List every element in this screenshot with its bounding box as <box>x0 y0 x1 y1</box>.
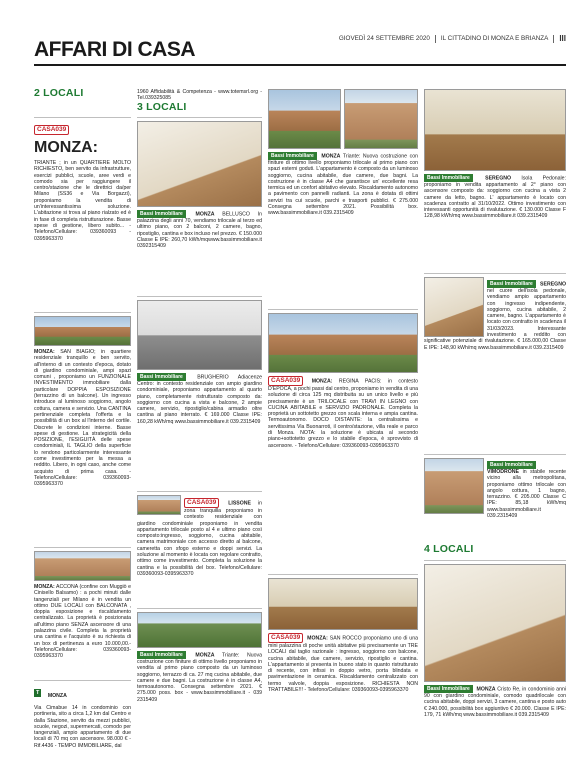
masthead <box>0 0 580 70</box>
listing-town: MONZA: <box>34 349 55 355</box>
bassi-logo: Bassi Immobiliare <box>137 373 186 381</box>
page-number: III <box>559 34 566 43</box>
listing-photo <box>137 495 181 515</box>
listing-text: REGINA PACIS: in contesto D'EPOCA, a pochi passi dal centro, proponiamo in vendita di una soluzione di circa 125 mq distribuita su un unico livello e più precisamente è un TRILOCALE con TRAVI IN LEGNO con CUCINA ABITABILE e SERVIZIO PADRONALE. Completa la proprietà un sottotetto grezzo con scala interna e ampia cantina. Termoautonomo. DOCO DISTANTE: la centralissima e servitissima Via Buonarroti, il centro/stazione, villa reale e parco di Monza. NOTA: la soluzione è ubicata al secondo piano+sottotetto grezzo e lo stabile d'epoca, è sprovvisto di ascensore. - Telefono/Cellulare: 039360093-0395963370 <box>268 378 418 449</box>
newspaper-name: IL CITTADINO DI MONZA E BRIANZA <box>440 35 549 42</box>
listing-town: MONZA <box>195 652 215 659</box>
listing-town: MONZA <box>476 686 496 693</box>
listing-photo <box>137 300 262 370</box>
listing-text: TRIANTE ; in un QUARTIERE MOLTO RICHIESTO, ben servito da infrastrutture, esercizi pubblici, scuole, aree verdi e comodo sia per raggiungere il centro/stazione che le direttrici da/per Milano (SS36 e Via Borgazzi), proponiamo la vendita di un'interessantissima soluzione. L'abitazione si trova al piano rialzato ed è in fase di completa ristrutturazione. Basse spese di gestione, libero subito... - Telefono/Cellulare: 039360093 - 0395963370 <box>34 160 131 242</box>
listing-photo <box>268 313 418 373</box>
listing-card <box>336 86 418 89</box>
listing-card <box>336 183 418 186</box>
listing-photo <box>424 564 566 682</box>
header-rule <box>34 64 566 66</box>
listing-card <box>34 312 131 544</box>
casa039-logo: CASA039 <box>34 125 69 135</box>
listing-photo <box>137 121 262 207</box>
listing-card <box>424 273 566 451</box>
bassi-logo: Bassi Immobiliare <box>137 210 186 218</box>
header-info <box>339 34 566 43</box>
listing-town: MONZA: <box>307 635 328 642</box>
listing-card <box>424 454 566 540</box>
listing-photo <box>424 277 484 337</box>
listing-town: SEREGNO <box>485 175 512 182</box>
section-heading-4-locali: 4 LOCALI <box>424 543 474 555</box>
listing-text: ACCONA (confine con Muggiò e Cinisello Balsamo) : a pochi minuti dalle tangenziali per Milano è in vendita un ottimo DUE LOCALI con BALCONATA , doppia esposizione e riscaldamento centralizzato. La proprietà è posizionata all'ultimo piano SENZA ascensore di una palazzina civile. Completa la proprietà una cantina e l'acquisto è su richiesta di un box di pertinenza a euro 10.000,00.- Telefono/Cellulare: 039360093-0395963370 <box>34 584 131 660</box>
listing-text: Cristo Re, in condominio anni 90 con giardino condominiale, comodo quadrilocale con cucina abitabile, doppi servizi, 3 camere, cantina e posto auto € 240.000, possibilità box aggiuntivo € 20.000. Classe E IPE: 179, 71 kWh/mq www.bassimmobiliare.it 039.2315409 <box>424 686 566 718</box>
listing-card <box>137 296 262 488</box>
listing-photo <box>268 89 341 149</box>
listing-card <box>268 86 418 306</box>
listing-card <box>137 117 262 293</box>
listing-town: SEREGNO <box>540 281 566 288</box>
page-title-prefix: AFFARI DI <box>34 38 133 61</box>
bassi-logo: Bassi Immobiliare <box>424 685 473 693</box>
listing-photo <box>424 89 566 171</box>
listing-text: BRUGHERIO Adiacenze Centro: in contesto residenziale con ampio giardino condominiale, proponiamo appartamento al quarto piano, completamente ristrutturato composto da: soggiorno con cucina a vista e balcone, 2 ampie camere, servizio, ripostiglio/cabina armadio oltre cantina al piano interrato. € 169.000 Classe IPE: 160,28 kWh/mq www.bassimmobiliare.it 039.2315409 <box>137 374 262 425</box>
listing-town: MONZA <box>195 211 215 218</box>
section-heading-3-locali: 3 LOCALI <box>137 101 187 113</box>
page-title <box>34 38 195 62</box>
listing-text: Triante: Nuova costruzione con finiture di ottimo livello proponiamo trilocale al primo piano con spazi esterni goduti. L'appartamento è composto da un luminoso soggiorno, cucina abitabile, due camere, due bagni. La costruzione è in classe A4 che garantisce un' eccellente resa termica ed un confort abitativo elevato. Riscaldamento autonomo a pavimento con pannelli radianti. La zona è dotata di ottimi servizi tra cui scuole, parchi e trasporti pubblici. € 275.000 Consegna settembre 2021. Possibilità box. www.bassimmobiliare.it 039.2315409 <box>268 153 418 217</box>
listing-text: Isola Pedonale: proponiamo in vendita appartamento al 2° piano con ascensore composto da: soggiorno con cucina a vista 2 camere da letto, bagno. L' appartamento è locato con scadenza contratto al 31/10/2022. Ottimo investimento con interessanti opportunità di rivalutazione. € 130.000 Classe F 128,98 kWh/mq www.bassimmobiliare.it 039.2315409 <box>424 175 566 220</box>
listing-card <box>424 86 566 270</box>
listing-photo <box>344 89 418 149</box>
listing-town: MONZA: <box>311 378 333 385</box>
listing-photo <box>137 612 262 648</box>
totem-logo: T <box>36 689 40 696</box>
casa039-logo: CASA039 <box>268 633 303 643</box>
listing-card <box>268 574 418 764</box>
listing-town: MONZA: <box>34 139 98 156</box>
listing-town: VIMODRONE <box>487 469 519 475</box>
bassi-logo: Bassi Immobiliare <box>268 152 317 160</box>
listing-card <box>137 491 262 605</box>
divider <box>435 35 436 43</box>
listing-photo <box>34 551 131 581</box>
issue-date: GIOVEDÌ 24 SETTEMBRE 2020 <box>338 35 430 42</box>
listing-text: BELLUSCO In palazzina degli anni 70, vendiamo trilocale al terzo ed ultimo piano, con 2 balconi, 2 camere, bagno, ripostiglio, cantina e box incluso nel prezzo. € 150.000 Classe E IPE: 260,70 kWh/mqwww.bassimmobiliare.it 0392315409 <box>137 211 262 250</box>
listing-card <box>34 117 131 309</box>
listing-text: nel cuore dell'isola pedonale, vendiamo ampio appartamento con ingresso indipendente, soggiorno, cucina abitabile, 2 camere, bagno. L'appartamento è locato con contratto in scadenza il 31/03/2023. Interessante investimento a reddito con significative potenziale di rivalutazione. € 165.000,00 Classe E IPE: 148,90 kWh/mq www.bassimmobiliare.it 039.2315409 <box>424 288 566 351</box>
bassi-logo: Bassi Immobiliare <box>487 461 536 469</box>
listing-text: SAN ROCCO proponiamo uno di una mini palazzina di poche unità abitative più precisamente un TRE LOCALI dal taglio razionale : ingresso, soggiorno con balcone, cucina abitabile, due camere, servizio, ripostiglio e cantina. L'appartamento si presenta in buono stato in quanto ristrutturato di recente, con infissi in doppio vetro, porta blindata e pavimentazione in ceramica. Riscaldamento centralizzato con termo valvole, doppia esposizione. RICHIESTA NON TRATTABILE!!! - Telefono/Cellulare: 039360093-0395963370 <box>268 635 418 694</box>
listing-text: in stabile recente vicino alla metropolitana, proponiamo ottimo trilocale con angolo cottura, 1 bagno, terrazzino. € 205.000 Classe C IPE: 85,18 kWh/mq www.bassimmobiliare.it 039.2315409 <box>487 469 566 520</box>
listing-photo <box>424 458 484 514</box>
bassi-logo: Bassi Immobiliare <box>137 651 186 659</box>
page-title-suffix: CASA <box>137 38 196 61</box>
listing-card <box>137 608 262 764</box>
bassi-logo: Bassi Immobiliare <box>487 280 536 288</box>
listing-text: in zona tranquilla proponiamo in contesto residenziale con giardino condominiale proponiamo in vendita appartamento trilocale posto al 4 e ultimo piano così composto:ingresso, soggiorno, cucina abitabile, camera matrimoniale con accesso diretto al balcone, cameretta con sfogo esterno e doppi servizi. La soluzione al momento è locata con regolare contratto, ottimo come investimento. Completa la soluzione la cantina e la possibilità del box. Telefono/Cellulare: 039360093-0395963370 <box>137 500 262 577</box>
listing-card <box>34 547 131 677</box>
listing-text: Triante: Nuova costruzione con finiture di ottimo livello proponiamo in vendita al primo piano composto da un luminoso soggiorno, terrazzo di ca. 27 mq cucina abitabile, due camere e due bagni. La costruzione è in classe A4, termoautonomo. Consegna settembre 2021. € 275.000 poss. box - www.bassimmobiliare.it - 039 2315409 <box>137 652 262 703</box>
bassi-logo: Bassi Immobiliare <box>424 174 473 182</box>
listing-town: MONZA: <box>34 584 55 590</box>
casa039-logo: CASA039 <box>268 376 303 386</box>
listing-text: Via Cimabue 14 in condominio con portineria, sito a circa 1,2 km dal Centro e dalla Stazione, servito da mezzi pubblici, scuole, negozi, supermercati, comodo per tangenziali, ampio appartamento di due locali di 70 mq con ascensore. 98.000 € - Rif.4436 - TEMPO IMMOBILIARE, dal <box>34 705 131 749</box>
listing-card <box>268 309 418 571</box>
section-heading-2-locali: 2 LOCALI <box>34 87 84 99</box>
listing-text: 1960 Affidabilità & Competenza - www.totemsrl.org - Tel.039325085 <box>137 89 262 102</box>
listing-town: MONZA <box>321 153 341 160</box>
listing-card <box>424 560 566 764</box>
listing-photo <box>268 578 418 630</box>
listing-photo <box>34 316 131 346</box>
listing-text: SAN BIAGIO; in quartiere residenziale tranquillo e ben servito, all'interno di un contesto d'epoca, dotato di giardino condominiale, ampi spazi comuni , proponiamo un FUNZIONALE INVESTIMENTO immobiliare dalla particolare DOPPIA ESPOSIZIONE (terrazzino di un balcone). Un ingresso introduce al luminoso soggiorno, angolo cottura, camera e servizio. Una CANTINA pertinenziale completa l'offerta e la possibilità di un box al l'interno del cortile. Discrete le condizioni interne. Basse spese di gestione. La strategicità della POSIZIONE, l'ESIGUITÀ delle spese condominiali, IL TAGLIO della superficie lo rendono particolarmente interessante come investimento per la messa a reddito. Libero, in ogni caso, anche come acquisto di prima casa. - Telefono/Cellulare: 039360093-0395963370 <box>34 349 131 488</box>
listing-town: MONZA <box>47 693 67 699</box>
listing-card <box>34 680 131 764</box>
casa039-logo: CASA039 <box>184 498 219 508</box>
listing-town: LISSONE <box>228 500 251 507</box>
divider <box>553 35 554 43</box>
